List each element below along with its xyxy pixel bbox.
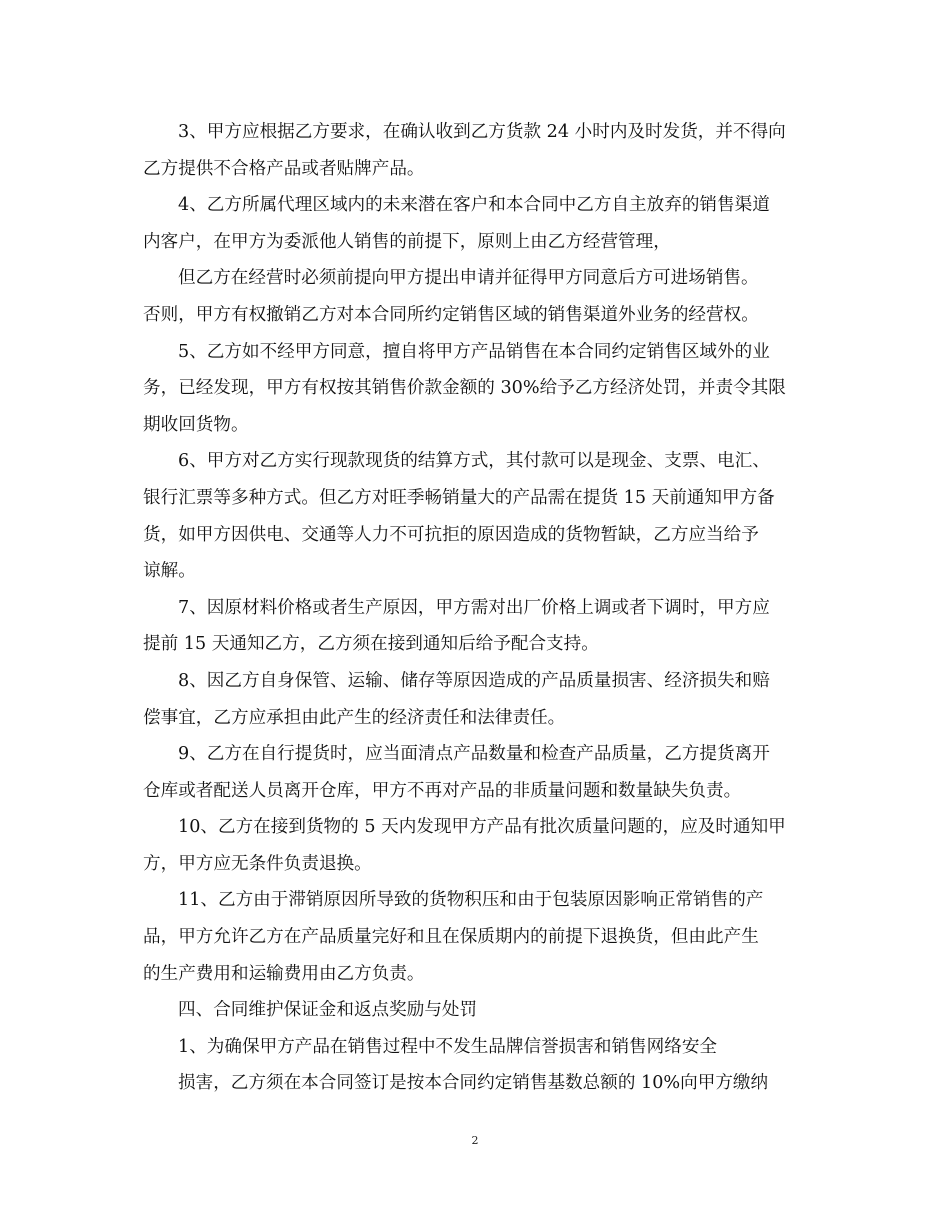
text-line: 损害，乙方须在本合同签订是按本合同约定销售基数总额的 10%向甲方缴纳 <box>178 1073 769 1094</box>
text-line: 9、乙方在自行提货时，应当面清点产品数量和检查产品质量，乙方提货离开 <box>178 744 770 765</box>
text-line: 偿事宜，乙方应承担由此产生的经济责任和法律责任。 <box>143 707 566 728</box>
text-line: 1、为确保甲方产品在销售过程中不发生品牌信誉损害和销售网络安全 <box>178 1036 718 1057</box>
section-heading: 四、合同维护保证金和返点奖励与处罚 <box>178 1000 478 1021</box>
page-number: 2 <box>471 1134 479 1147</box>
text-line: 3、甲方应根据乙方要求，在确认收到乙方货款 24 小时内及时发货，并不得向 <box>178 122 786 142</box>
document-body <box>143 114 811 1102</box>
text-line: 品，甲方允许乙方在产品质量完好和且在保质期内的前提下退换货，但由此产生 <box>143 927 759 948</box>
text-line: 6、甲方对乙方实行现款现货的结算方式，其付款可以是现金、支票、电汇、 <box>178 451 770 472</box>
text-line: 期收回货物。 <box>143 414 249 435</box>
text-line: 11、乙方由于滞销原因所导致的货物积压和由于包装原因影响正常销售的产 <box>178 890 764 911</box>
text-line: 谅解。 <box>143 561 196 582</box>
text-line: 10、乙方在接到货物的 5 天内发现甲方产品有批次质量问题的，应及时通知甲 <box>178 817 786 838</box>
text-line: 的生产费用和运输费用由乙方负责。 <box>143 963 425 984</box>
text-line: 8、因乙方自身保管、运输、储存等原因造成的产品质量损害、经济损失和赔 <box>178 670 770 691</box>
text-line: 货，如甲方因供电、交通等人力不可抗拒的原因造成的货物暂缺，乙方应当给予 <box>143 524 759 545</box>
text-line: 方，甲方应无条件负责退换。 <box>143 853 372 874</box>
text-line: 仓库或者配送人员离开仓库，甲方不再对产品的非质量问题和数量缺失负责。 <box>143 780 742 801</box>
text-line: 但乙方在经营时必须前提向甲方提出申请并征得甲方同意后方可进场销售。 <box>178 268 759 289</box>
text-line: 5、乙方如不经甲方同意，擅自将甲方产品销售在本合同约定销售区域外的业 <box>178 341 770 362</box>
text-line: 否则，甲方有权撤销乙方对本合同所约定销售区域的销售渠道外业务的经营权。 <box>143 304 759 325</box>
text-line: 内客户，在甲方为委派他人销售的前提下，原则上由乙方经营管理， <box>143 231 671 252</box>
text-line: 4、乙方所属代理区域内的未来潜在客户和本合同中乙方自主放弃的销售渠道 <box>178 195 770 216</box>
text-line: 务，已经发现，甲方有权按其销售价款金额的 30%给予乙方经济处罚，并责令其限 <box>143 378 786 399</box>
text-line: 提前 15 天通知乙方，乙方须在接到通知后给予配合支持。 <box>143 634 599 655</box>
text-line: 银行汇票等多种方式。但乙方对旺季畅销量大的产品需在提货 15 天前通知甲方备 <box>143 487 775 508</box>
text-line: 7、因原材料价格或者生产原因，甲方需对出厂价格上调或者下调时，甲方应 <box>178 597 770 618</box>
text-line: 乙方提供不合格产品或者贴牌产品。 <box>143 158 425 179</box>
